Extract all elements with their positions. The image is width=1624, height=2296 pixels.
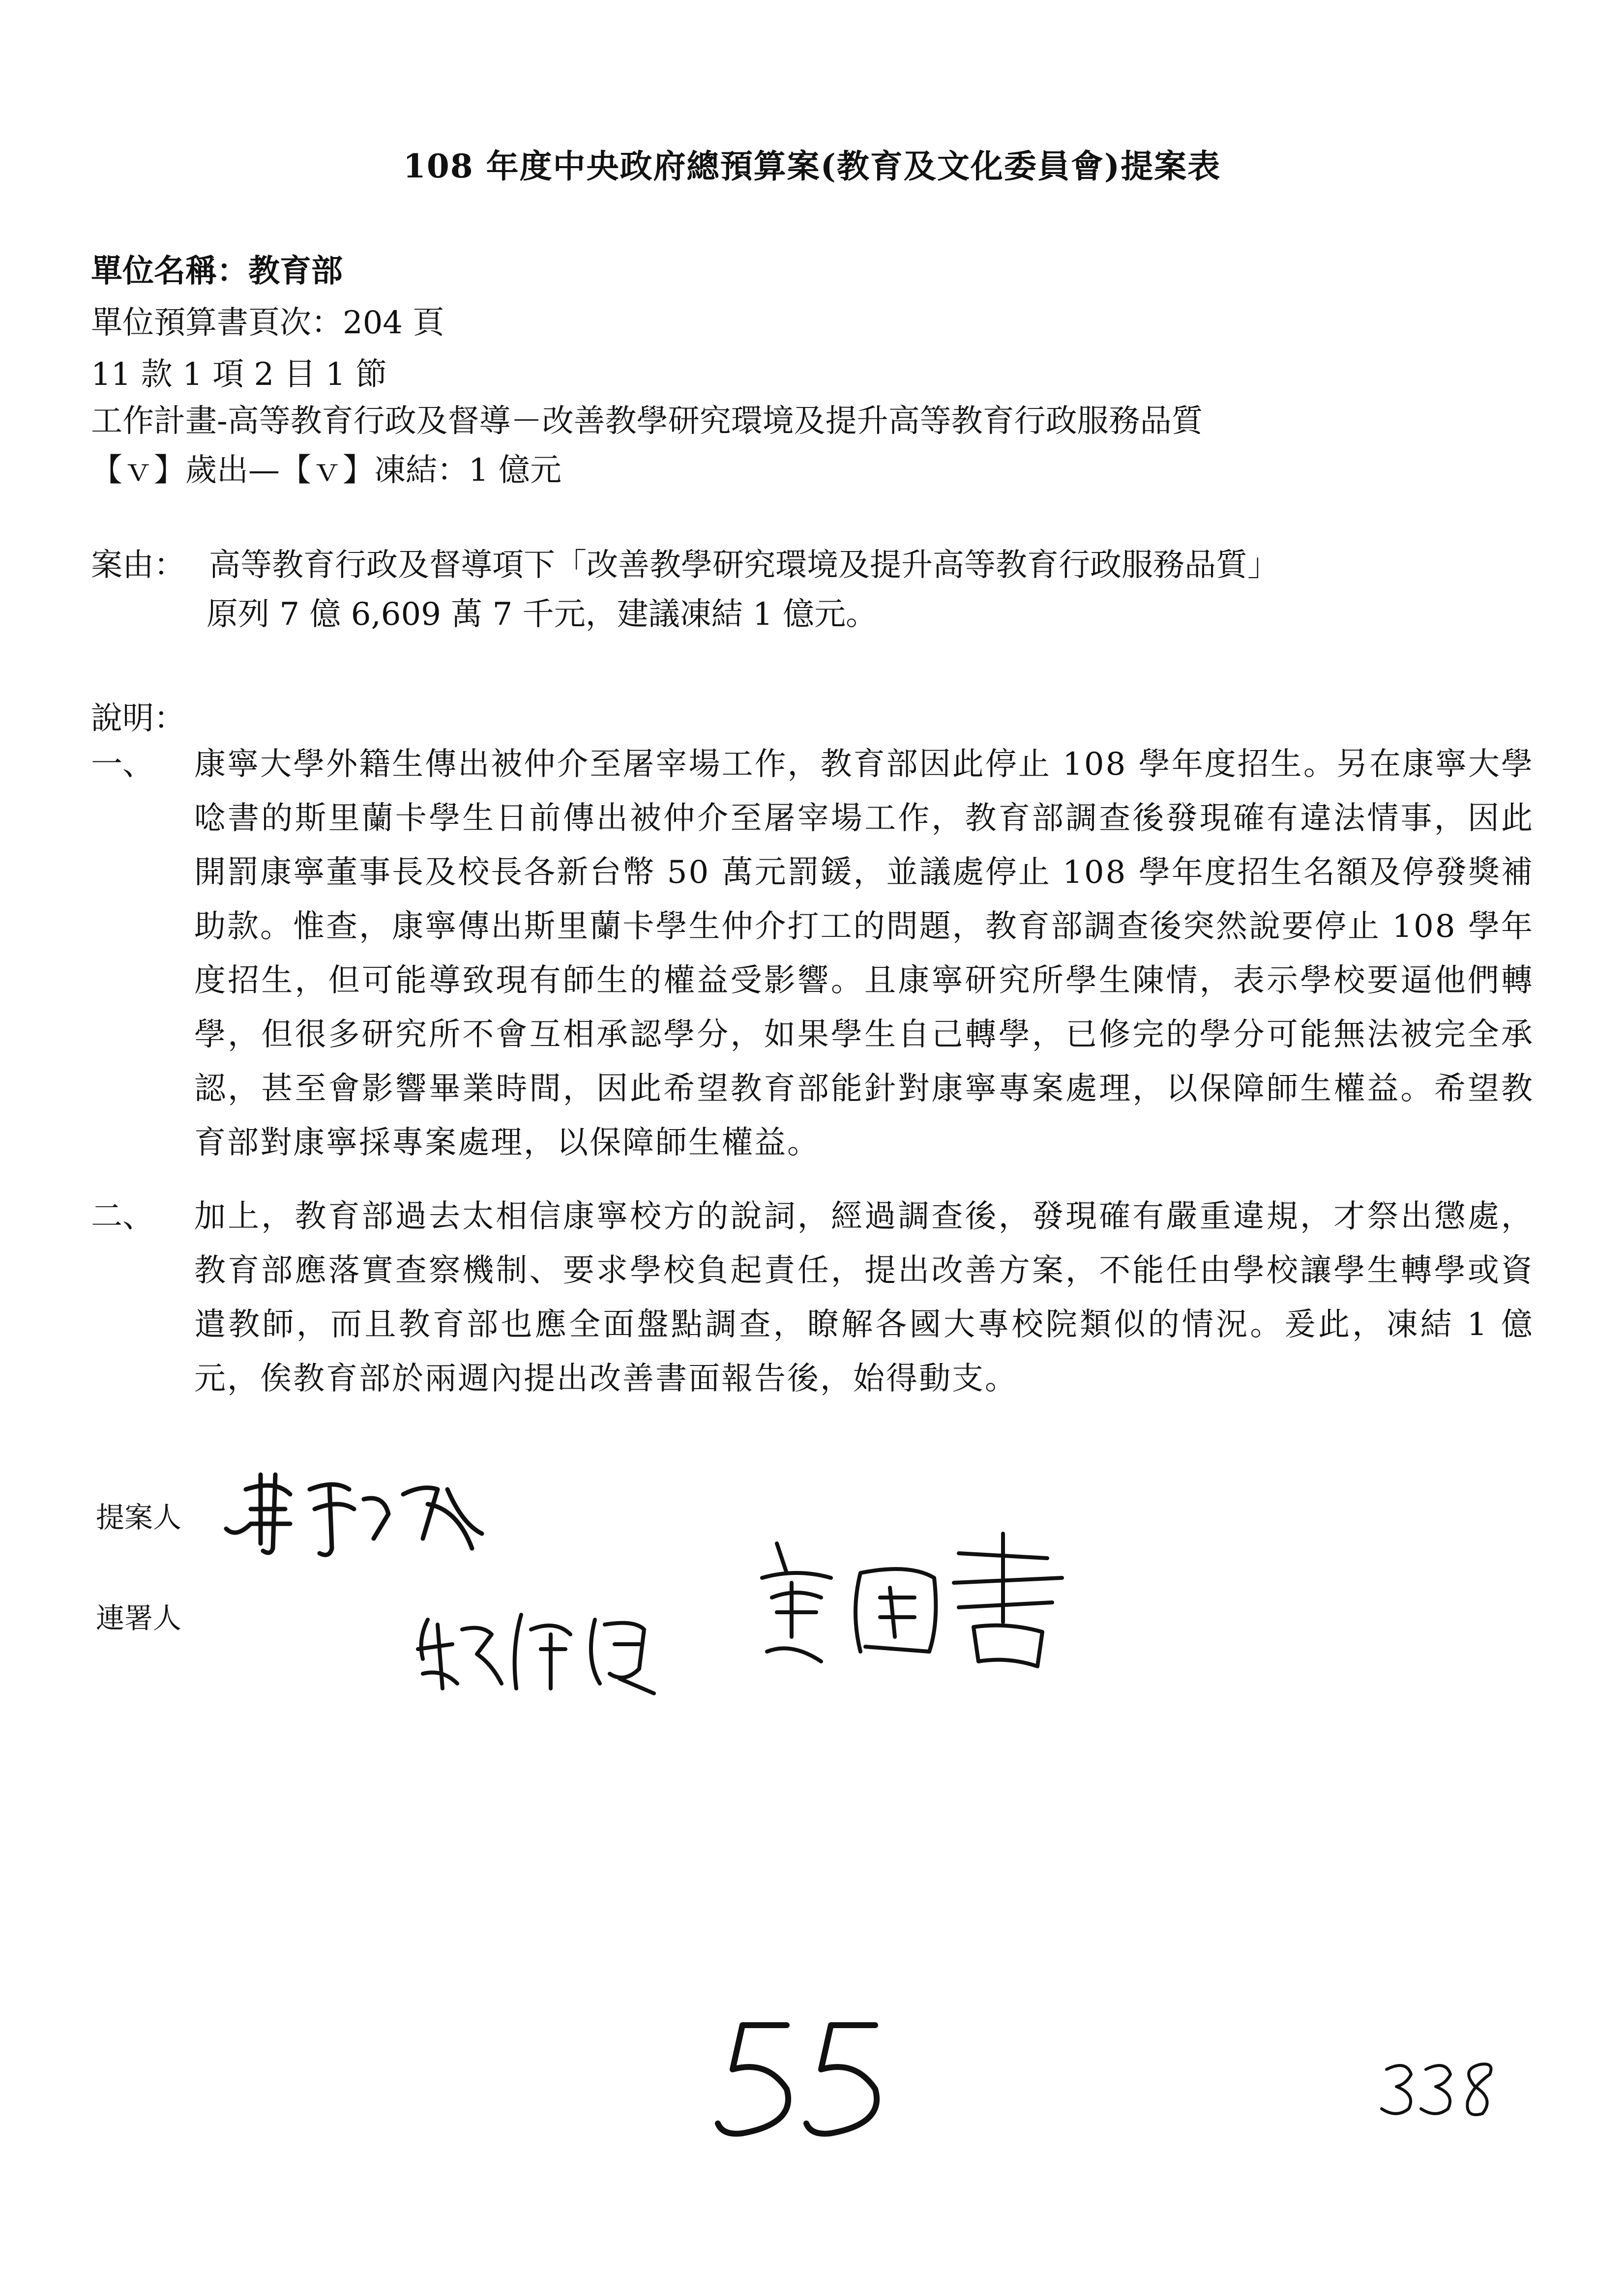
item-number: 二、 [91, 1198, 154, 1235]
budget-page: 單位預算書頁次：204 頁 [91, 305, 444, 341]
cosigner-1-signature [408, 1590, 683, 1698]
reason-label: 案由： [91, 547, 185, 583]
reason-first-line [91, 541, 1541, 590]
type-line: 【ｖ】歲出—【ｖ】凍結：1 億元 [91, 452, 562, 489]
corner-number-drawing [1372, 2050, 1509, 2128]
proposer-signature [216, 1455, 492, 1563]
handwritten-page-number [713, 2005, 910, 2153]
item-text: 加上，教育部過去太相信康寧校方的說詞，經過調查後，發現確有嚴重違規，才祭出懲處，教育部應落實查察機制、要求學校負起責任，提出改善方案，不能任由學校讓學生轉學或資遣教師，而且教育部也應全面盤點調查，瞭解各國大專校院類似的情況。爰此，凍結 1 億元，俟教育部於兩週內提出改善書面報告後，始得動支。 [194, 1198, 1534, 1397]
explanation-item-2 [91, 1190, 1534, 1406]
item-text: 康寧大學外籍生傳出被仲介至屠宰場工作，教育部因此停止 108 學年度招生。另在康寧大學唸書的斯里蘭卡學生日前傳出被仲介至屠宰場工作，教育部調查後發現確有違法情事，因此開罰康寧董事長及校長各新台幣 50 萬元罰鍰，並議處停止 108 學年度招生名額及停發獎補助款。惟查，康寧傳出斯里蘭卡學生仲介打工的問題，教育部調查後突然說要停止 108 學年度招生，但可能導致現有師生的權益受影響。且康寧研究所學生陳情，表示學校要逼他們轉學，但很多研究所不會互相承認學分，如果學生自己轉學，已修完的學分可能無法被完全承認，甚至會影響畢業時間，因此希望教育部能針對康寧專案處理，以保障師生權益。希望教育部對康寧採專案處理，以保障師生權益。 [194, 746, 1534, 1161]
explanation-label: 說明： [91, 700, 185, 737]
page-number-drawing [713, 2005, 910, 2153]
handwritten-corner-number [1372, 2050, 1509, 2128]
explanation-item-1 [91, 737, 1534, 1170]
cosigner-2-signature [747, 1524, 1082, 1671]
reason-line-1: 高等教育行政及督導項下「改善教學研究環境及提升高等教育行政服務品質」 [209, 547, 1279, 583]
proposer-label: 提案人 [96, 1501, 182, 1534]
reason-line-2: 原列 7 億 6,609 萬 7 千元，建議凍結 1 億元。 [207, 596, 878, 633]
section-line: 11 款 1 項 2 目 1 節 [91, 356, 387, 393]
document-title: 108 年度中央政府總預算案(教育及文化委員會)提案表 [403, 147, 1221, 185]
reason-block [91, 541, 1541, 639]
item-number: 一、 [91, 746, 154, 783]
unit-name: 單位名稱：教育部 [91, 253, 343, 290]
work-plan: 工作計畫-高等教育行政及督導－改善教學研究環境及提升高等教育行政服務品質 [91, 403, 1203, 439]
cosigner-label: 連署人 [96, 1601, 182, 1635]
